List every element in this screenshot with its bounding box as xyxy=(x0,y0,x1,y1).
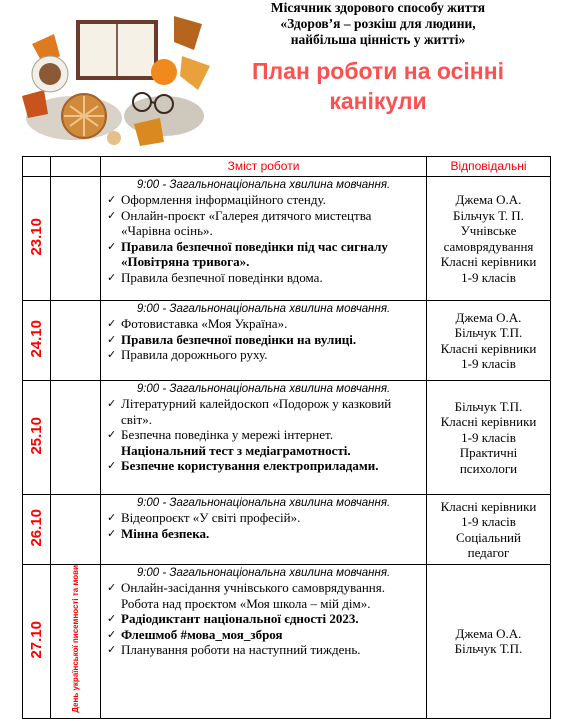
date-cell xyxy=(23,495,51,565)
responsible-line: Джема О.А. xyxy=(455,192,522,207)
activity-item: ✓ Онлайн-проєкт «Галерея дитячого мистецтва «Чарівна осінь». xyxy=(105,208,422,239)
header-responsible: Відповідальні xyxy=(427,157,551,177)
title-line-1: План роботи на осінні xyxy=(252,58,504,84)
content-cell xyxy=(101,301,427,381)
activity-item: ✓ Безпечне користування електроприладами. xyxy=(105,458,422,474)
date-label: 26.10 xyxy=(28,508,45,547)
responsible-line: Практичні xyxy=(459,445,518,461)
date-label: 24.10 xyxy=(28,319,45,358)
activity-item: ✓ Правила безпечної поведінки на вулиці. xyxy=(105,332,422,348)
side-note-cell xyxy=(51,381,101,495)
date-label: 27.10 xyxy=(28,620,45,659)
campaign-line-2: «Здоров’я – розкіш для людини, xyxy=(280,16,476,31)
plan-body xyxy=(23,177,551,719)
plan-table xyxy=(22,156,551,719)
activity-item: ✓ Планування роботи на наступний тиждень. xyxy=(105,642,422,658)
activity-list xyxy=(105,396,422,474)
activity-item: ✓ Онлайн-засідання учнівського самоврядування. Робота над проєктом «Моя школа – мій дім». xyxy=(105,580,422,611)
content-cell xyxy=(101,495,427,565)
minute-of-silence-line: 9:00 - Загальнонаціональна хвилина мовчання. xyxy=(136,179,391,191)
campaign-line-3: найбільша цінність у житті» xyxy=(290,32,466,47)
activity-item: ✓ Літературний калейдоскоп «Подорож у казковий світ». xyxy=(105,396,422,427)
responsible-line: Соціальний xyxy=(456,529,521,545)
responsible-line: Класні керівники xyxy=(440,498,537,514)
table-row xyxy=(23,301,551,381)
table-row xyxy=(23,495,551,565)
table-row xyxy=(23,381,551,495)
responsible-line: Класні керівники xyxy=(440,414,537,430)
content-cell xyxy=(101,381,427,495)
side-note: День української писемності та мови xyxy=(70,565,80,713)
table-row xyxy=(23,565,551,719)
responsible-line: 1-9 класів xyxy=(461,514,516,529)
responsible-line: Більчук Т.П. xyxy=(454,325,523,340)
page-title xyxy=(222,56,534,116)
title-line-2: канікули xyxy=(329,88,427,114)
responsible-line: Класні керівники xyxy=(440,254,537,269)
responsible-line: Джема О.А. xyxy=(455,625,522,641)
responsible-cell xyxy=(427,177,551,301)
content-cell xyxy=(101,565,427,719)
side-note-cell xyxy=(51,177,101,301)
activity-item: ✓ Мінна безпека. xyxy=(105,526,422,542)
responsible-line: 1-9 класів xyxy=(461,269,516,285)
responsible-cell xyxy=(427,495,551,565)
content-cell xyxy=(101,177,427,301)
responsible-line: Більчук Т.П. xyxy=(454,641,523,657)
activity-item: ✓ Правила безпечної поведінки під час сигналу «Повітряна тривога». xyxy=(105,239,422,270)
responsible-cell xyxy=(427,301,551,381)
activity-item: ✓ Радіодиктант національної єдності 2023. xyxy=(105,611,422,627)
header-date-cell xyxy=(23,157,51,177)
minute-of-silence-line: 9:00 - Загальнонаціональна хвилина мовчання. xyxy=(136,383,391,395)
responsible-cell xyxy=(427,381,551,495)
side-note-cell xyxy=(51,565,101,719)
responsible-line: психологи xyxy=(459,460,518,476)
header-side-cell xyxy=(51,157,101,177)
responsible-line: Учнівське самоврядування xyxy=(443,223,534,254)
date-label: 23.10 xyxy=(28,217,45,256)
header-content: Зміст роботи xyxy=(101,157,427,177)
activity-item: ✓ Правила дорожнього руху. xyxy=(105,347,422,363)
activity-list xyxy=(105,510,422,541)
responsible-line: Більчук Т. П. xyxy=(453,207,524,223)
minute-of-silence-line: 9:00 - Загальнонаціональна хвилина мовчання. xyxy=(136,303,391,315)
minute-of-silence-line: 9:00 - Загальнонаціональна хвилина мовчання. xyxy=(136,497,391,509)
date-cell xyxy=(23,301,51,381)
campaign-line-1: Місячник здорового способу життя xyxy=(270,0,486,15)
responsible-line: Джема О.А. xyxy=(455,309,522,325)
side-note-cell xyxy=(51,495,101,565)
responsible-line: Класні керівники xyxy=(440,340,537,356)
activity-item: ✓ Правила безпечної поведінки вдома. xyxy=(105,270,422,286)
activity-list xyxy=(105,580,422,658)
date-label: 25.10 xyxy=(28,416,45,455)
date-cell xyxy=(23,381,51,495)
date-cell xyxy=(23,565,51,719)
activity-list xyxy=(105,192,422,285)
responsible-line: 1-9 класів xyxy=(461,429,516,445)
minute-of-silence-line: 9:00 - Загальнонаціональна хвилина мовчання. xyxy=(136,567,391,579)
responsible-line: 1-9 класів xyxy=(461,356,516,371)
campaign-header xyxy=(228,0,528,48)
responsible-cell xyxy=(427,565,551,719)
activity-item: Національний тест з медіаграмотності. xyxy=(121,442,351,458)
date-cell xyxy=(23,177,51,301)
responsible-line: Більчук Т.П. xyxy=(454,398,523,414)
activity-list xyxy=(105,316,422,363)
table-row xyxy=(23,177,551,301)
autumn-book-illustration xyxy=(14,6,214,154)
activity-item: ✓ Відеопроєкт «У світі професій». xyxy=(105,510,422,526)
activity-item: ✓ Флешмоб #мова_моя_зброя xyxy=(105,627,422,643)
table-header-row xyxy=(23,157,551,177)
activity-item: ✓ Безпечна поведінка у мережі інтернет. xyxy=(105,427,422,443)
activity-item: ✓ Фотовиставка «Моя Україна». xyxy=(105,316,422,332)
activity-item: ✓ Оформлення інформаційного стенду. xyxy=(105,192,422,208)
side-note-cell xyxy=(51,301,101,381)
responsible-line: педагог xyxy=(467,545,510,560)
